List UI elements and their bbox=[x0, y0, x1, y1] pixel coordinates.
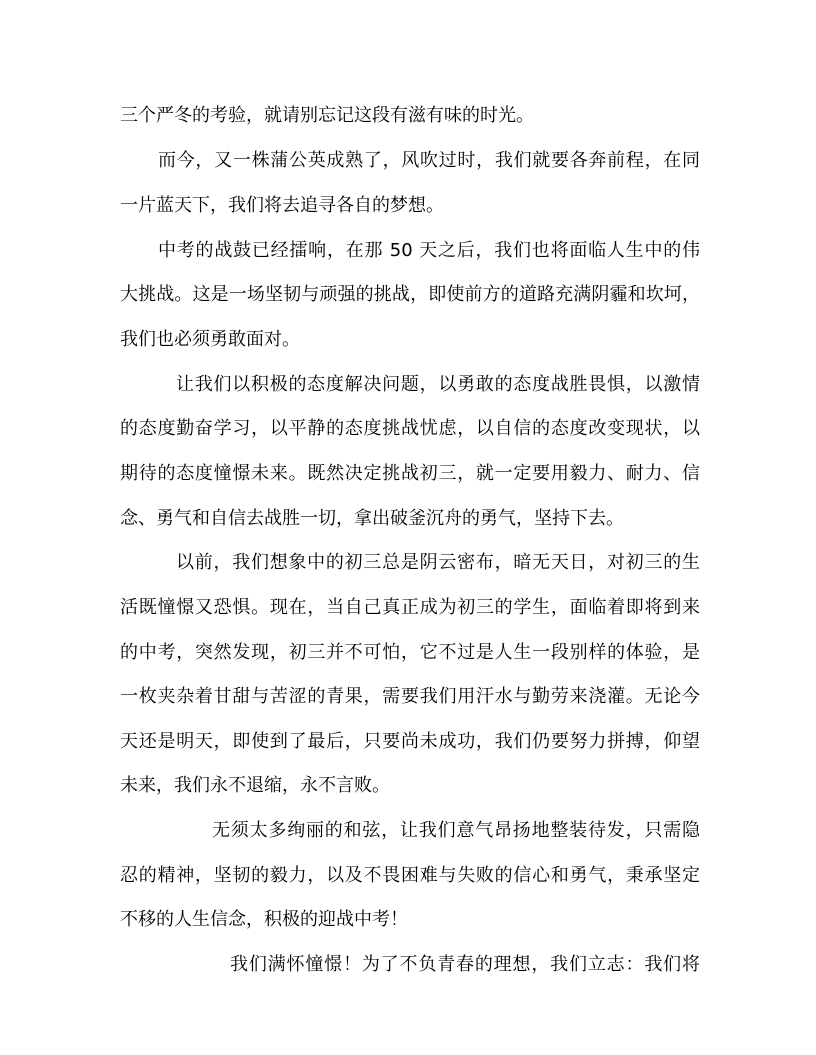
paragraph-line: 天还是明天，即使到了最后，只要尚未成功，我们仍要努力拼搏，仰望 bbox=[120, 731, 700, 752]
paragraph-line: 让我们以积极的态度解决问题，以勇敢的态度战胜畏惧，以激情 bbox=[176, 374, 700, 395]
paragraph-line: 中考的战鼓已经擂响，在那 50 天之后，我们也将面临人生中的伟 bbox=[158, 240, 700, 261]
paragraph-line: 三个严冬的考验，就请别忘记这段有滋有味的时光。 bbox=[120, 105, 534, 126]
paragraph-line: 一片蓝天下，我们将去追寻各自的梦想。 bbox=[120, 195, 444, 216]
paragraph-line: 的中考，突然发现，初三并不可怕，它不过是人生一段别样的体验，是 bbox=[120, 642, 700, 663]
paragraph-line: 大挑战。这是一场坚韧与顽强的挑战，即使前方的道路充满阴霾和坎坷， bbox=[120, 284, 700, 305]
paragraph-line: 期待的态度憧憬未来。既然决定挑战初三，就一定要用毅力、耐力、信 bbox=[120, 463, 700, 484]
paragraph-line: 的态度勤奋学习，以平静的态度挑战忧虑，以自信的态度改变现状，以 bbox=[120, 418, 700, 439]
paragraph-line: 以前，我们想象中的初三总是阴云密布，暗无天日，对初三的生 bbox=[176, 552, 700, 573]
paragraph-line: 活既憧憬又恐惧。现在，当自己真正成为初三的学生，面临着即将到来 bbox=[120, 597, 700, 618]
paragraph-line: 不移的人生信念，积极的迎战中考！ bbox=[120, 909, 408, 930]
paragraph-line: 我们满怀憧憬！为了不负青春的理想，我们立志：我们将 bbox=[230, 954, 700, 975]
paragraph-line: 而今，又一株蒲公英成熟了，风吹过时，我们就要各奔前程，在同 bbox=[158, 150, 700, 171]
paragraph-line: 忍的精神，坚韧的毅力，以及不畏困难与失败的信心和勇气，秉承坚定 bbox=[120, 865, 700, 886]
paragraph-line: 我们也必须勇敢面对。 bbox=[120, 329, 300, 350]
paragraph-line: 念、勇气和自信去战胜一切，拿出破釜沉舟的勇气，坚持下去。 bbox=[120, 508, 624, 529]
paragraph-line: 无须太多绚丽的和弦，让我们意气昂扬地整装待发，只需隐 bbox=[212, 820, 700, 841]
paragraph-line: 未来，我们永不退缩，永不言败。 bbox=[120, 775, 390, 796]
paragraph-line: 一枚夹杂着甘甜与苦涩的青果，需要我们用汗水与勤劳来浇灌。无论今 bbox=[120, 686, 700, 707]
